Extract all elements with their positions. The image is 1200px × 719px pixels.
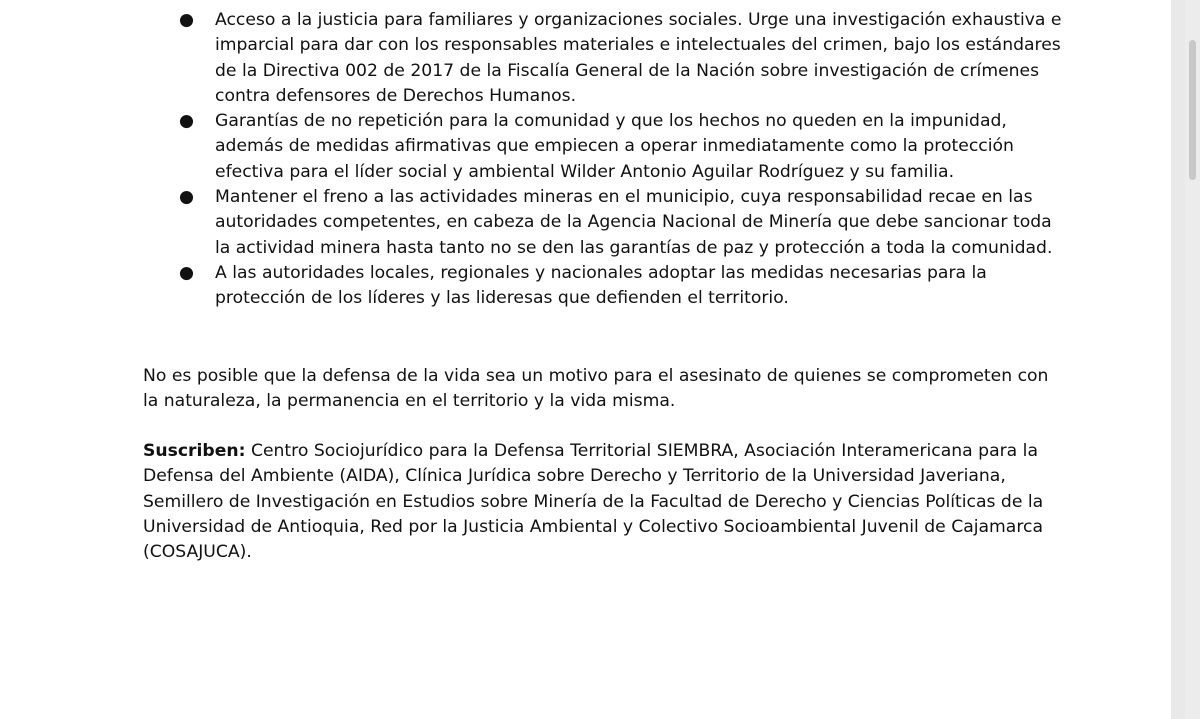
list-item (143, 185, 1063, 261)
list-item-text: A las autoridades locales, regionales y nacionales adoptar las medidas necesarias para la protección de los líderes y las lideresas que defienden el territorio. (215, 262, 987, 309)
demands-list (143, 8, 1063, 312)
signatories-label: Suscriben: (143, 441, 246, 462)
bullet-icon: ● (179, 187, 194, 208)
signatories-paragraph (143, 439, 1063, 565)
signatories-text: Centro Sociojurídico para la Defensa Territorial SIEMBRA, Asociación Interamericana para la Defensa del Ambiente (AIDA), Clínica Jurídica sobre Derecho y Territorio de la Universidad Javeriana, Semillero de Investigación en Estudios sobre Minería de la Facultad de Derecho y Ciencias Políticas de la Universidad de Antioquia, Red por la Justicia Ambiental y Colectivo Socioambiental Juvenil de Cajamarca (COSAJUCA). (143, 441, 1044, 563)
bullet-icon: ● (179, 10, 194, 30)
document-content (143, 8, 1063, 566)
list-item (143, 261, 1063, 312)
list-item-text: Garantías de no repetición para la comunidad y que los hechos no queden en la impunidad, además de medidas afirmativas que empiecen a operar inmediatamente como la protección efectiva para el líder social y ambiental Wilder Antonio Aguilar Rodríguez y su familia. (215, 111, 1014, 182)
list-item-text: Mantener el freno a las actividades mineras en el municipio, cuya responsabilidad recae en las autoridades competentes, en cabeza de la Agencia Nacional de Minería que debe sancionar toda la actividad minera hasta tanto no se den las garantías de paz y protección a toda la comunidad. (215, 187, 1053, 258)
list-item-text: Acceso a la justicia para familiares y organizaciones sociales. Urge una investigación exhaustiva e imparcial para dar con los responsables materiales e intelectuales del crimen, bajo los estándares de la Directiva 002 de 2017 de la Fiscalía General de la Nación sobre investigación de crímenes contra defensores de Derechos Humanos. (215, 10, 1062, 106)
list-item (143, 109, 1063, 185)
scrollbar-thumb[interactable] (1189, 40, 1196, 180)
list-item (143, 8, 1063, 109)
closing-paragraph: No es posible que la defensa de la vida sea un motivo para el asesinato de quienes se comprometen con la naturaleza, la permanencia en el territorio y la vida misma. (143, 365, 1049, 411)
vertical-scrollbar[interactable] (1185, 0, 1200, 719)
bullet-icon: ● (179, 111, 194, 132)
bullet-icon: ● (179, 262, 194, 283)
